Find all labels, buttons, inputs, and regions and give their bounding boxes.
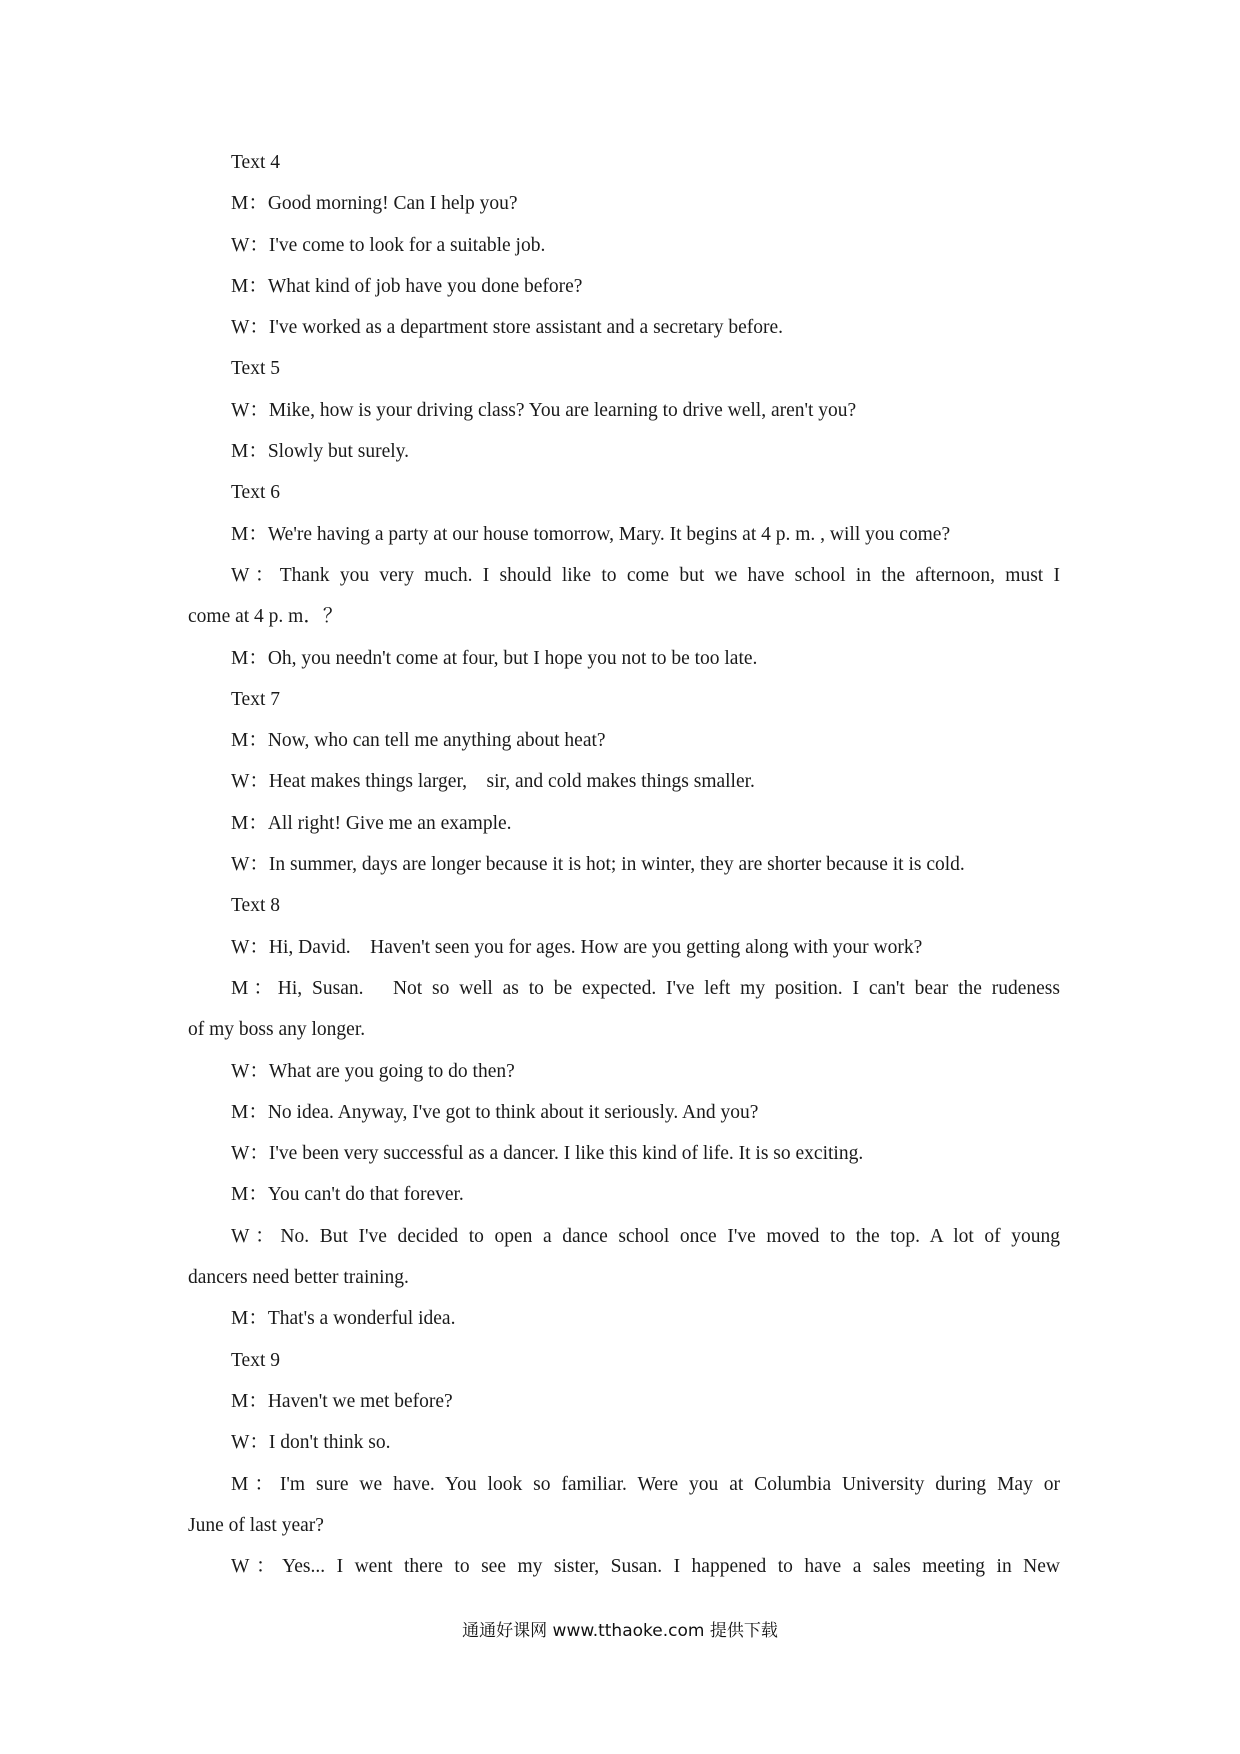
page-footer: 通通好课网 www.tthaoke.com 提供下载	[462, 1621, 778, 1641]
dialogue-line: M：We're having a party at our house tomorrow, Mary. It begins at 4 p. m. , will you come?	[231, 523, 951, 545]
dialogue-line: M：Slowly but surely.	[231, 441, 410, 463]
dialogue-line: M：I'm sure we have. You look so familiar. Were you at Columbia University during May or	[231, 1473, 1060, 1495]
dialogue-line: June of last year?	[188, 1514, 324, 1536]
document-body	[188, 142, 1060, 1587]
dialogue-line: W：Hi, David. Haven't seen you for ages. How are you getting along with your work?	[231, 936, 923, 958]
dialogue-line: W：Thank you very much. I should like to come but we have school in the afternoon, must I	[231, 564, 1060, 586]
dialogue-line: M：All right! Give me an example.	[231, 812, 512, 834]
dialogue-line: W：No. But I've decided to open a dance school once I've moved to the top. A lot of young	[231, 1225, 1060, 1247]
dialogue-line: W：Yes... I went there to see my sister, Susan. I happened to have a sales meeting in New	[231, 1556, 1060, 1578]
dialogue-line: M：Now, who can tell me anything about heat?	[231, 730, 606, 752]
dialogue-line: W：I don't think so.	[231, 1432, 391, 1454]
dialogue-line: of my boss any longer.	[188, 1019, 366, 1041]
dialogue-line: W：I've been very successful as a dancer. I like this kind of life. It is so exciting.	[231, 1143, 864, 1165]
dialogue-line: M：Hi, Susan. Not so well as to be expected. I've left my position. I can't bear the rudeness	[231, 977, 1060, 999]
dialogue-line: M：You can't do that forever.	[231, 1184, 464, 1206]
dialogue-line: M：No idea. Anyway, I've got to think about it seriously. And you?	[231, 1101, 759, 1123]
dialogue-line: W：What are you going to do then?	[231, 1060, 515, 1082]
section-heading: Text 7	[231, 688, 280, 710]
dialogue-line: M：Good morning! Can I help you?	[231, 193, 518, 215]
section-heading: Text 8	[231, 895, 280, 917]
dialogue-line: W：Heat makes things larger, sir, and cold makes things smaller.	[231, 771, 755, 793]
dialogue-line: W：I've worked as a department store assistant and a secretary before.	[231, 317, 783, 339]
dialogue-line: come at 4 p. m．？	[188, 606, 343, 628]
dialogue-line: M：Haven't we met before?	[231, 1390, 453, 1412]
dialogue-line: dancers need better training.	[188, 1267, 409, 1289]
section-heading: Text 6	[231, 482, 280, 504]
section-heading: Text 9	[231, 1349, 280, 1371]
dialogue-line: M：That's a wonderful idea.	[231, 1308, 456, 1330]
dialogue-line: W：I've come to look for a suitable job.	[231, 234, 546, 256]
section-heading: Text 5	[231, 358, 280, 380]
dialogue-line: W：Mike, how is your driving class? You are learning to drive well, aren't you?	[231, 399, 857, 421]
dialogue-line: W：In summer, days are longer because it is hot; in winter, they are shorter because it is cold.	[231, 854, 965, 876]
dialogue-line: M：What kind of job have you done before?	[231, 275, 583, 297]
dialogue-line: M：Oh, you needn't come at four, but I hope you not to be too late.	[231, 647, 758, 669]
section-heading: Text 4	[231, 152, 280, 173]
